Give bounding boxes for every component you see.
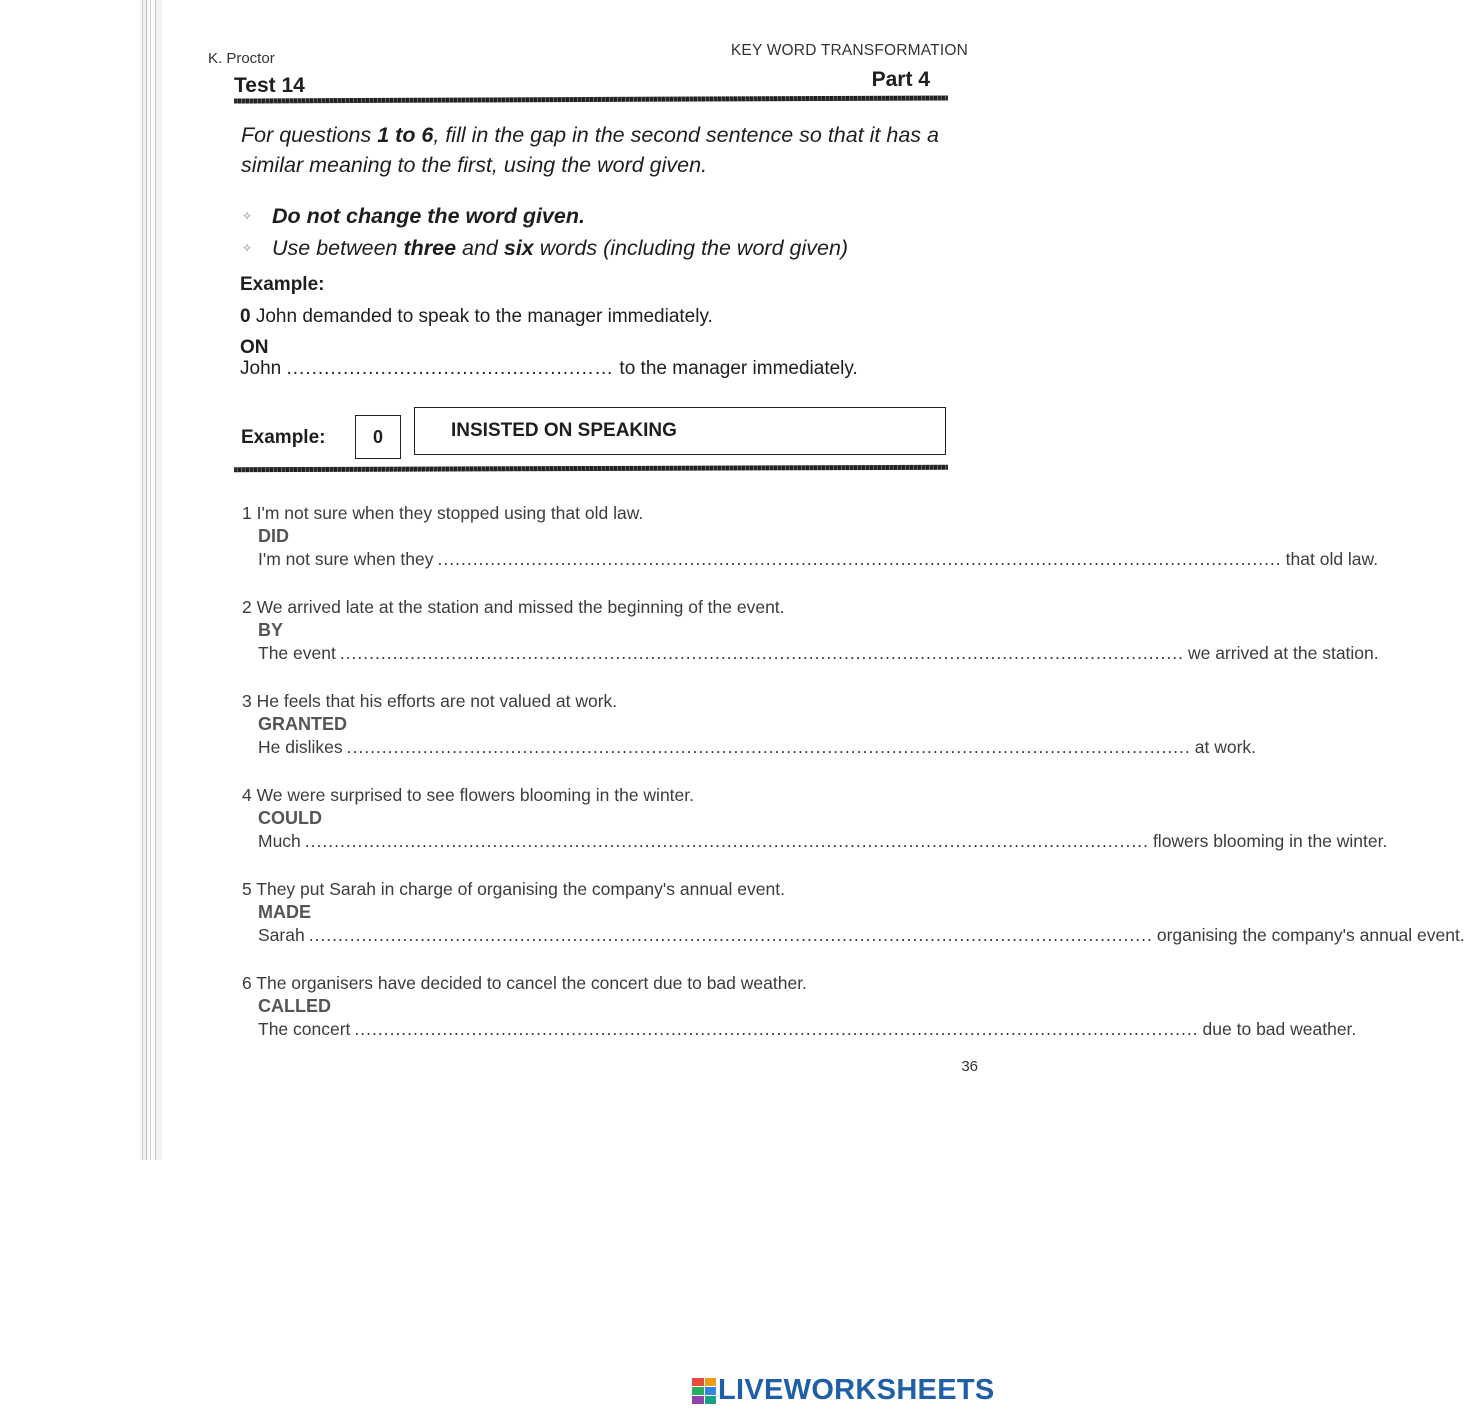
question-5: 5 They put Sarah in charge of organising the company's annual event. MADE Sarah ................................................................................................................................................ organising the company's annual event.	[242, 879, 1465, 945]
question-2: 2 We arrived late at the station and missed the beginning of the event. BY The event ................................................................................................................................................ we arrived at the station.	[242, 597, 1379, 663]
answer-gap[interactable]: ................................................................................................................................................	[437, 549, 1282, 569]
answer-gap[interactable]: ................................................................................................................................................	[308, 925, 1153, 945]
scan-edge-decoration	[140, 0, 162, 1160]
example-divider	[234, 465, 948, 472]
answer-gap[interactable]: ................................................................................................................................................	[354, 1019, 1199, 1039]
rules-list	[242, 200, 848, 264]
example-answer-box: INSISTED ON SPEAKING	[414, 407, 946, 455]
answer-gap[interactable]: ................................................................................................................................................	[304, 831, 1149, 851]
question-1: 1 I'm not sure when they stopped using that old law. DID I'm not sure when they ................................................................................................................................................ that old law.	[242, 503, 1379, 569]
rule-item: ✧ Use between three and six words (including the word given)	[242, 232, 848, 264]
key-word: COULD	[258, 808, 322, 828]
page-number: 36	[961, 1058, 978, 1075]
bullet-icon: ✧	[242, 209, 253, 223]
answer-gap[interactable]: ................................................................................................................................................	[339, 643, 1184, 663]
example-sentence: 0 John demanded to speak to the manager immediately.	[240, 306, 713, 327]
logo-text: LIVEWORKSHEETS	[718, 1374, 995, 1406]
author: K. Proctor	[208, 50, 275, 67]
rule-item: ✧ Do not change the word given.	[242, 200, 848, 232]
question-4: 4 We were surprised to see flowers blooming in the winter. COULD Much ................................................................................................................................................ flowers blooming in the winter.	[242, 785, 1388, 851]
example-gap-sentence: John .................................................… to the manager immediately.	[240, 358, 858, 379]
example-answer-number: 0	[355, 415, 401, 459]
bullet-icon: ✧	[242, 241, 253, 255]
section-title: KEY WORD TRANSFORMATION	[730, 42, 968, 59]
key-word: BY	[258, 620, 284, 640]
answer-gap[interactable]: ................................................................................................................................................	[346, 737, 1191, 757]
key-word: GRANTED	[258, 714, 347, 734]
key-word: DID	[258, 526, 289, 546]
key-word: CALLED	[258, 996, 331, 1016]
key-word: MADE	[258, 902, 311, 922]
example-heading: Example:	[240, 274, 325, 295]
part-title: Part 4	[871, 68, 930, 91]
liveworksheets-icon	[692, 1378, 716, 1404]
question-6: 6 The organisers have decided to cancel the concert due to bad weather. CALLED The concert ................................................................................................................................................ due to bad weather.	[242, 973, 1357, 1039]
test-title: Test 14	[234, 74, 305, 97]
example-answer-label: Example:	[241, 427, 326, 448]
example-key-word: ON	[240, 337, 269, 358]
question-3: 3 He feels that his efforts are not valued at work. GRANTED He dislikes ................................................................................................................................................ at work.	[242, 691, 1257, 757]
liveworksheets-logo	[692, 1374, 995, 1407]
question-range: 1 to 6	[377, 123, 434, 147]
header-divider	[234, 95, 948, 103]
instructions: For questions 1 to 6, fill in the gap in the second sentence so that it has a similar meaning to the first, using the word given.	[241, 123, 939, 177]
